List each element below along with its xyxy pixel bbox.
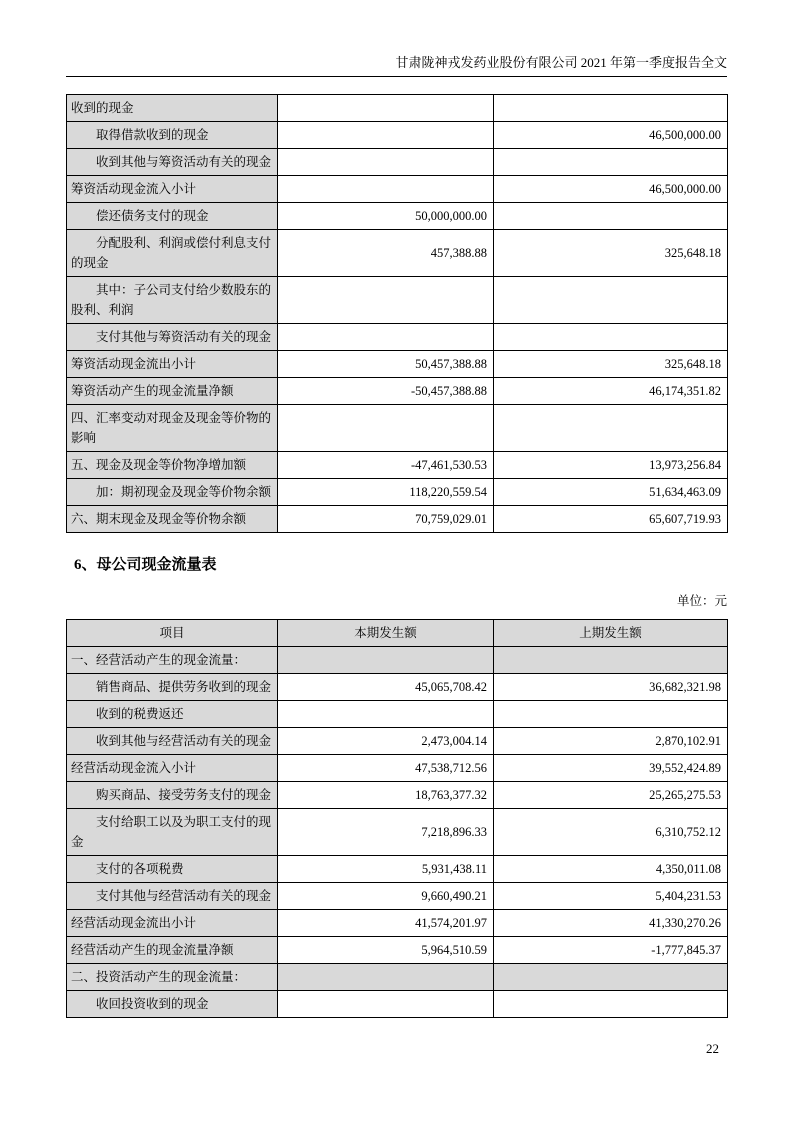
table-row [67,452,728,479]
parent-company-cash-flow-table [66,619,728,1018]
row-label-cell: 收到其他与筹资活动有关的现金 [67,149,278,176]
prior-amount-cell [494,964,728,991]
table-row [67,991,728,1018]
current-amount-cell [278,176,494,203]
row-label-cell: 支付给职工以及为职工支付的现金 [67,809,278,856]
prior-amount-cell [494,277,728,324]
prior-amount-cell: 46,500,000.00 [494,122,728,149]
prior-amount-cell: 325,648.18 [494,351,728,378]
prior-amount-cell: 13,973,256.84 [494,452,728,479]
row-label-cell: 筹资活动产生的现金流量净额 [67,378,278,405]
consolidated-cash-flow-table-continued [66,94,728,533]
table-row [67,149,728,176]
current-amount-cell: 5,931,438.11 [278,856,494,883]
current-amount-cell [278,277,494,324]
prior-amount-cell: 5,404,231.53 [494,883,728,910]
prior-amount-cell: 39,552,424.89 [494,755,728,782]
current-amount-cell: 5,964,510.59 [278,937,494,964]
table-row [67,883,728,910]
prior-amount-cell: -1,777,845.37 [494,937,728,964]
prior-amount-cell [494,95,728,122]
row-label-cell: 支付其他与经营活动有关的现金 [67,883,278,910]
prior-amount-cell [494,405,728,452]
row-label-cell: 经营活动产生的现金流量净额 [67,937,278,964]
table-row [67,809,728,856]
table-row [67,230,728,277]
table-row [67,728,728,755]
table-row [67,351,728,378]
table-row [67,755,728,782]
row-label-cell: 支付其他与筹资活动有关的现金 [67,324,278,351]
current-amount-cell [278,964,494,991]
table-row [67,122,728,149]
table-row [67,176,728,203]
prior-amount-cell: 4,350,011.08 [494,856,728,883]
row-label-cell: 收到的税费返还 [67,701,278,728]
row-label-cell: 支付的各项税费 [67,856,278,883]
prior-amount-cell: 51,634,463.09 [494,479,728,506]
prior-amount-cell [494,324,728,351]
column-header-prior-period: 上期发生额 [494,620,728,647]
row-label-cell: 偿还债务支付的现金 [67,203,278,230]
prior-amount-cell [494,991,728,1018]
current-amount-cell: 45,065,708.42 [278,674,494,701]
report-title: 甘肃陇神戎发药业股份有限公司 2021 年第一季度报告全文 [395,55,727,70]
table-row [67,324,728,351]
page-header [66,0,727,77]
prior-amount-cell: 6,310,752.12 [494,809,728,856]
prior-amount-cell [494,149,728,176]
current-amount-cell [278,122,494,149]
prior-amount-cell [494,701,728,728]
row-label-cell: 五、现金及现金等价物净增加额 [67,452,278,479]
current-amount-cell: 118,220,559.54 [278,479,494,506]
prior-amount-cell: 325,648.18 [494,230,728,277]
table-row [67,701,728,728]
page-number: 22 [706,1041,719,1056]
row-label-cell: 二、投资活动产生的现金流量： [67,964,278,991]
prior-amount-cell: 46,500,000.00 [494,176,728,203]
row-label-cell: 购买商品、接受劳务支付的现金 [67,782,278,809]
table-row [67,203,728,230]
current-amount-cell [278,324,494,351]
row-label-cell: 取得借款收到的现金 [67,122,278,149]
prior-amount-cell: 2,870,102.91 [494,728,728,755]
table-row [67,277,728,324]
prior-amount-cell: 36,682,321.98 [494,674,728,701]
current-amount-cell [278,647,494,674]
current-amount-cell: -47,461,530.53 [278,452,494,479]
row-label-cell: 分配股利、利润或偿付利息支付的现金 [67,230,278,277]
section-title: 6、母公司现金流量表 [74,557,217,573]
prior-amount-cell [494,647,728,674]
row-label-cell: 经营活动现金流入小计 [67,755,278,782]
current-amount-cell: -50,457,388.88 [278,378,494,405]
current-amount-cell: 70,759,029.01 [278,506,494,533]
row-label-cell: 筹资活动现金流出小计 [67,351,278,378]
column-header-current-period: 本期发生额 [278,620,494,647]
row-label-cell: 收到其他与经营活动有关的现金 [67,728,278,755]
table-row [67,479,728,506]
prior-amount-cell: 41,330,270.26 [494,910,728,937]
table-row [67,937,728,964]
table-row [67,782,728,809]
prior-amount-cell: 65,607,719.93 [494,506,728,533]
table-row [67,95,728,122]
row-label-cell: 其中：子公司支付给少数股东的股利、利润 [67,277,278,324]
table-row [67,910,728,937]
table-row [67,378,728,405]
prior-amount-cell: 25,265,275.53 [494,782,728,809]
current-amount-cell [278,95,494,122]
current-amount-cell: 47,538,712.56 [278,755,494,782]
prior-amount-cell [494,203,728,230]
current-amount-cell [278,149,494,176]
current-amount-cell: 457,388.88 [278,230,494,277]
row-label-cell: 四、汇率变动对现金及现金等价物的影响 [67,405,278,452]
current-amount-cell: 50,457,388.88 [278,351,494,378]
row-label-cell: 经营活动现金流出小计 [67,910,278,937]
row-label-cell: 一、经营活动产生的现金流量： [67,647,278,674]
current-amount-cell [278,405,494,452]
column-header-item: 项目 [67,620,278,647]
current-amount-cell: 7,218,896.33 [278,809,494,856]
current-amount-cell [278,701,494,728]
current-amount-cell: 2,473,004.14 [278,728,494,755]
table-row [67,506,728,533]
row-label-cell: 筹资活动现金流入小计 [67,176,278,203]
current-amount-cell: 9,660,490.21 [278,883,494,910]
unit-label: 单位：元 [676,594,727,608]
table-row [67,964,728,991]
table-row [67,674,728,701]
current-amount-cell: 50,000,000.00 [278,203,494,230]
current-amount-cell: 41,574,201.97 [278,910,494,937]
row-label-cell: 加：期初现金及现金等价物余额 [67,479,278,506]
row-label-cell: 六、期末现金及现金等价物余额 [67,506,278,533]
table-row [67,856,728,883]
row-label-cell: 收回投资收到的现金 [67,991,278,1018]
table-row [67,647,728,674]
row-label-cell: 收到的现金 [67,95,278,122]
current-amount-cell [278,991,494,1018]
prior-amount-cell: 46,174,351.82 [494,378,728,405]
row-label-cell: 销售商品、提供劳务收到的现金 [67,674,278,701]
table-row [67,405,728,452]
table-header-row [67,620,728,647]
page-content [66,94,727,1018]
current-amount-cell: 18,763,377.32 [278,782,494,809]
